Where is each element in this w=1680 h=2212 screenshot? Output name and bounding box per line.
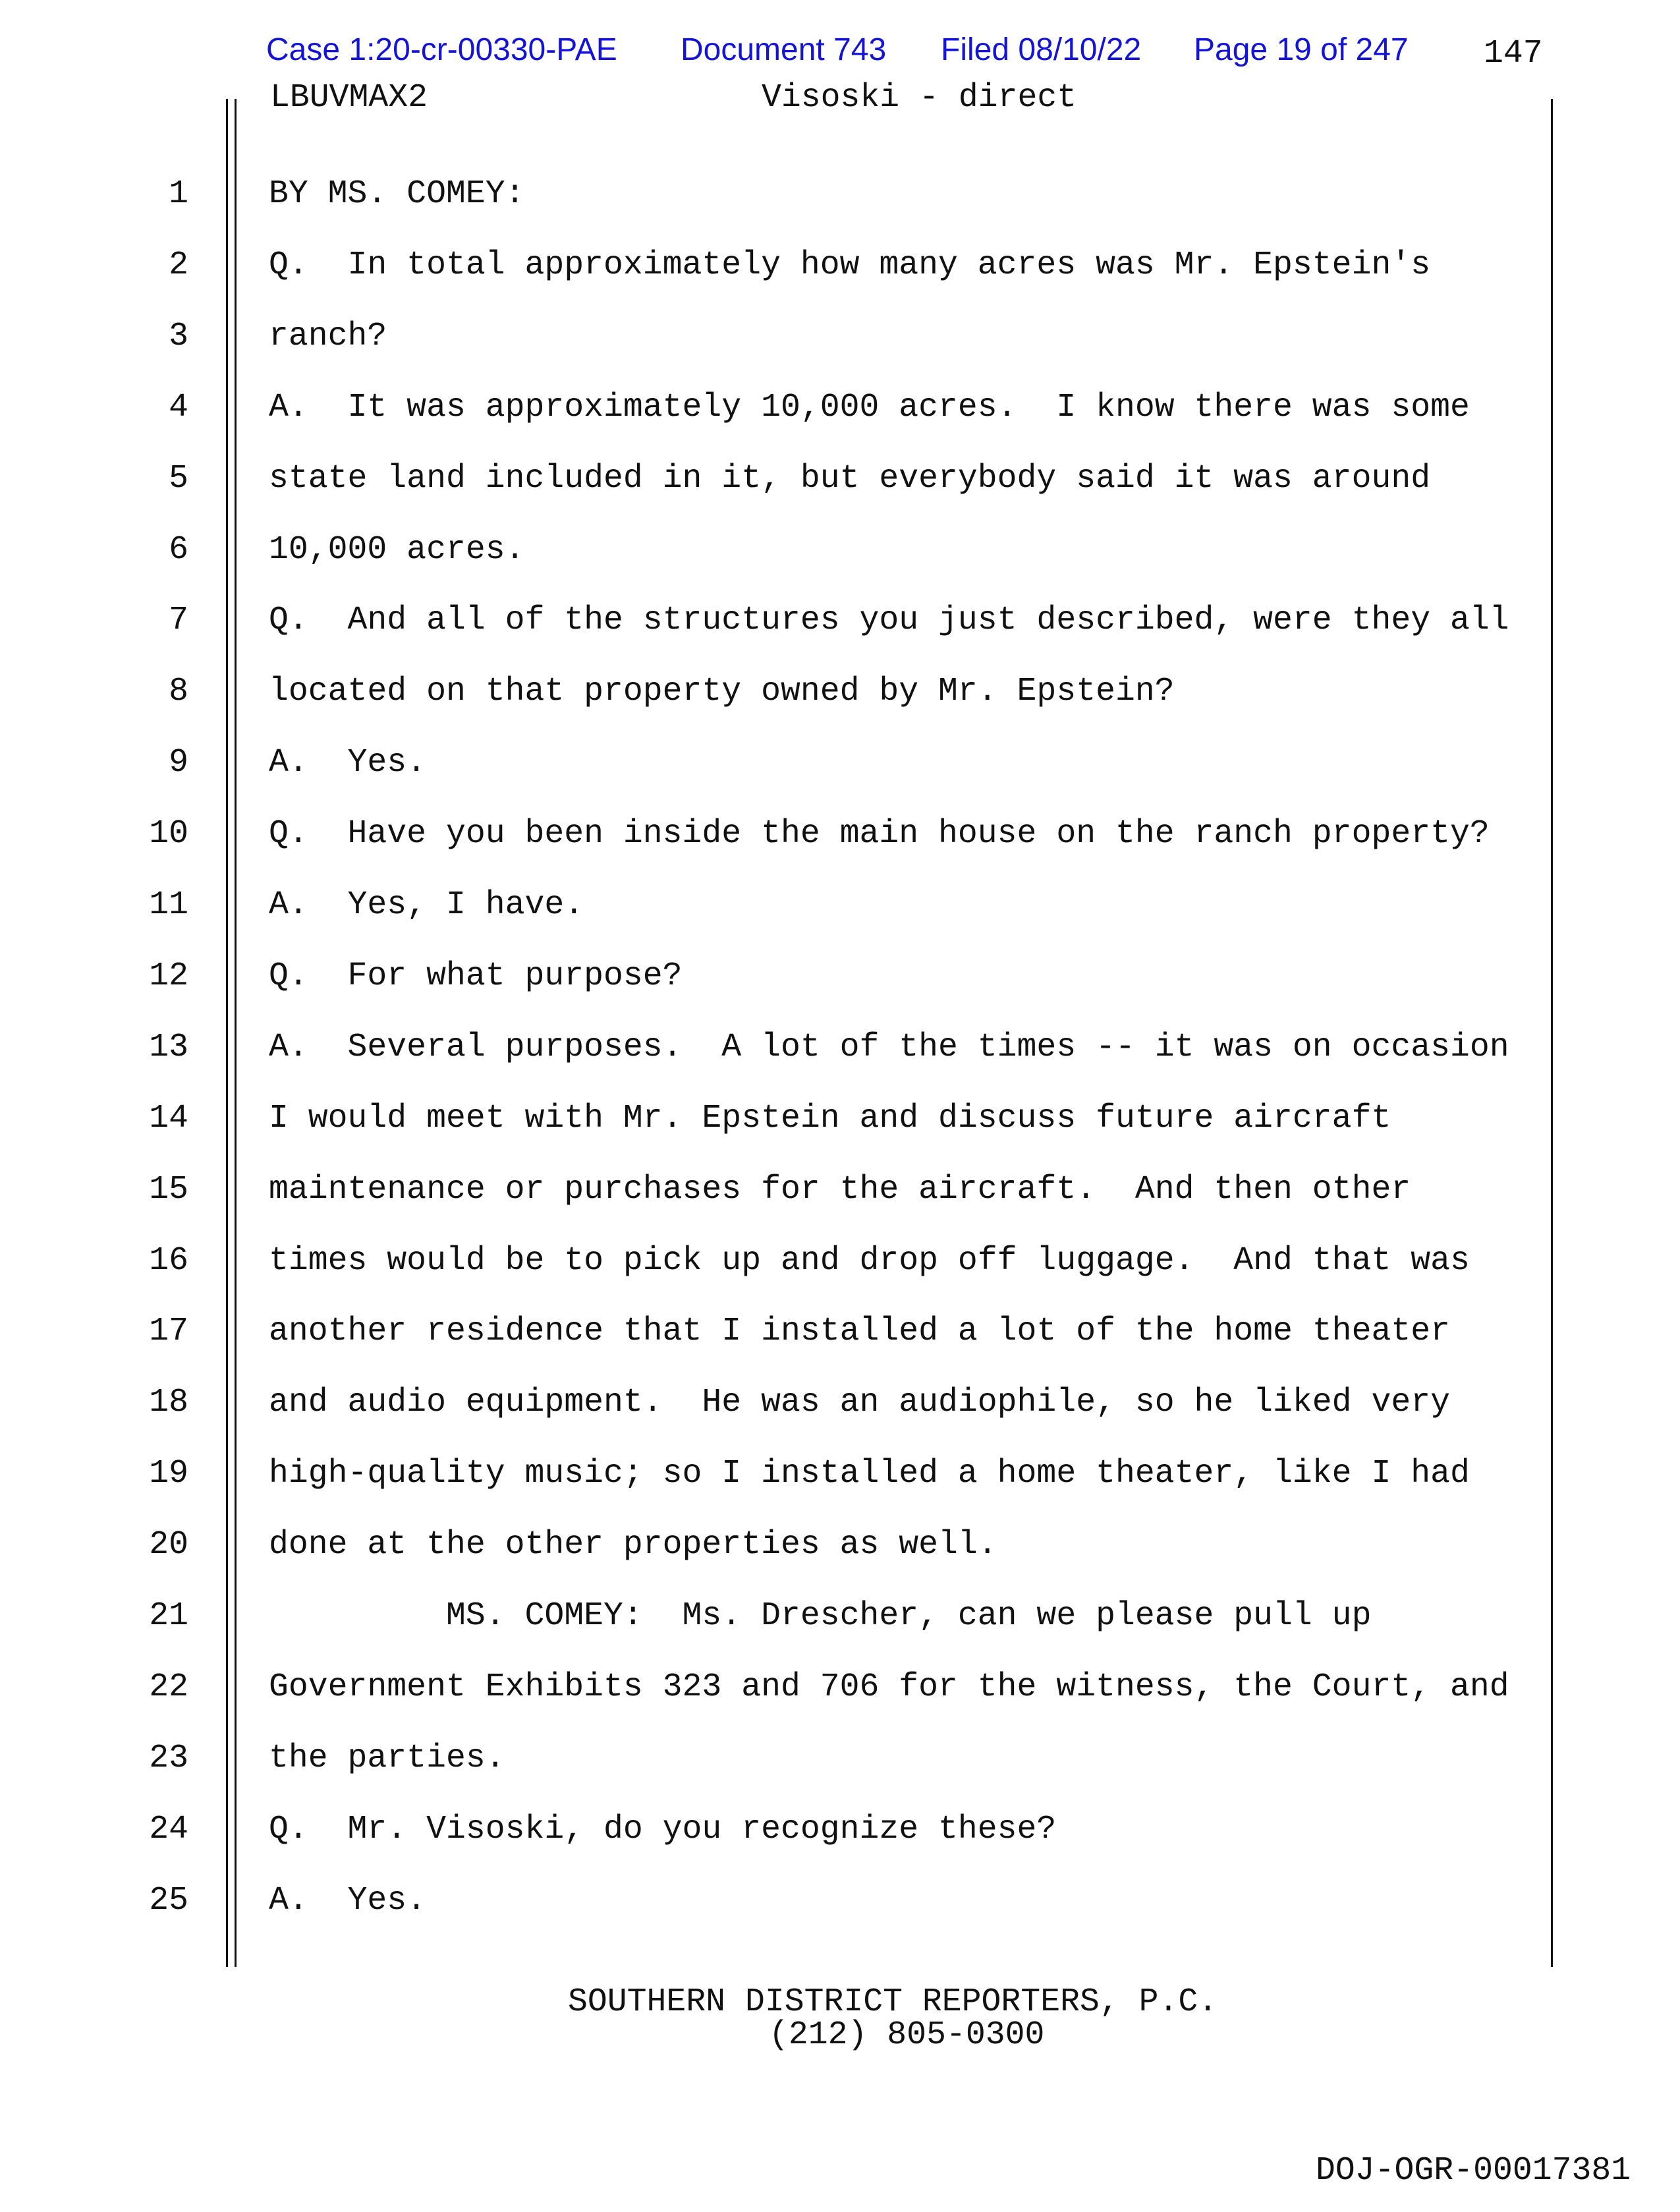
transcript-line: Q. For what purpose? [269,957,683,994]
transcript-line: located on that property owned by Mr. Epstein? [269,673,1175,710]
stamp-case-number: Case 1:20-cr-00330-PAE [266,32,617,67]
line-number: 11 [149,886,188,923]
line-number: 21 [149,1597,188,1634]
line-number: 4 [169,389,188,426]
line-number: 24 [149,1811,188,1848]
transcript-line: ranch? [269,318,387,354]
line-number: 19 [149,1455,188,1492]
line-number: 15 [149,1171,188,1208]
transcript-line: Q. Mr. Visoski, do you recognize these? [269,1811,1057,1848]
line-number: 18 [149,1384,188,1421]
transcript-line: Q. In total approximately how many acres was Mr. Epstein's [269,246,1431,283]
left-border-outer [226,99,228,1967]
line-number: 22 [149,1668,188,1705]
transcript-line: maintenance or purchases for the aircraft. And then other [269,1171,1411,1208]
reporter-name: SOUTHERN DISTRICT REPORTERS, P.C. [568,1983,1218,2020]
transcript-line: the parties. [269,1740,505,1776]
transcript-page-number: 147 [1484,35,1543,72]
transcript-code: LBUVMAX2 [270,79,428,116]
transcript-line: 10,000 acres. [269,531,525,568]
transcript-line: Q. Have you been inside the main house on the ranch property? [269,815,1490,852]
transcript-line: I would meet with Mr. Epstein and discuss future aircraft [269,1100,1391,1137]
transcript-line: high-quality music; so I installed a home theater, like I had [269,1455,1470,1492]
transcript-line: Government Exhibits 323 and 706 for the witness, the Court, and [269,1668,1509,1705]
line-number: 16 [149,1242,188,1279]
line-number: 7 [169,602,188,638]
section-title: Visoski - direct [762,79,1077,116]
transcript-line: A. Yes. [269,1882,427,1919]
line-number: 20 [149,1526,188,1563]
stamp-filed-date: Filed 08/10/22 [941,32,1142,67]
line-number: 23 [149,1740,188,1776]
transcript-line: times would be to pick up and drop off luggage. And that was [269,1242,1470,1279]
line-number: 3 [169,318,188,354]
line-number: 9 [169,744,188,781]
stamp-document-number: Document 743 [681,32,887,67]
right-border [1551,99,1553,1967]
transcript-line: MS. COMEY: Ms. Drescher, can we please pull up [269,1597,1372,1634]
transcript-line: state land included in it, but everybody said it was around [269,460,1431,497]
transcript-line: and audio equipment. He was an audiophile, so he liked very [269,1384,1450,1421]
line-number: 13 [149,1029,188,1065]
line-number: 8 [169,673,188,710]
transcript-line: Q. And all of the structures you just described, were they all [269,602,1509,638]
transcript-line: A. Yes, I have. [269,886,584,923]
line-number: 10 [149,815,188,852]
line-number: 17 [149,1313,188,1349]
transcript-line: another residence that I installed a lot of the home theater [269,1313,1450,1349]
line-number: 14 [149,1100,188,1137]
reporter-phone: (212) 805-0300 [769,2016,1045,2053]
transcript-line: A. It was approximately 10,000 acres. I know there was some [269,389,1470,426]
line-number: 25 [149,1882,188,1919]
line-number: 2 [169,246,188,283]
line-number: 5 [169,460,188,497]
line-number: 6 [169,531,188,568]
transcript-line: A. Yes. [269,744,427,781]
transcript-line: done at the other properties as well. [269,1526,997,1563]
stamp-page-count: Page 19 of 247 [1194,32,1409,67]
transcript-line: A. Several purposes. A lot of the times -- it was on occasion [269,1029,1509,1065]
line-number: 1 [169,175,188,212]
bates-number: DOJ-OGR-00017381 [1316,2152,1631,2189]
transcript-line: BY MS. COMEY: [269,175,525,212]
left-border-inner [235,99,237,1967]
line-number: 12 [149,957,188,994]
